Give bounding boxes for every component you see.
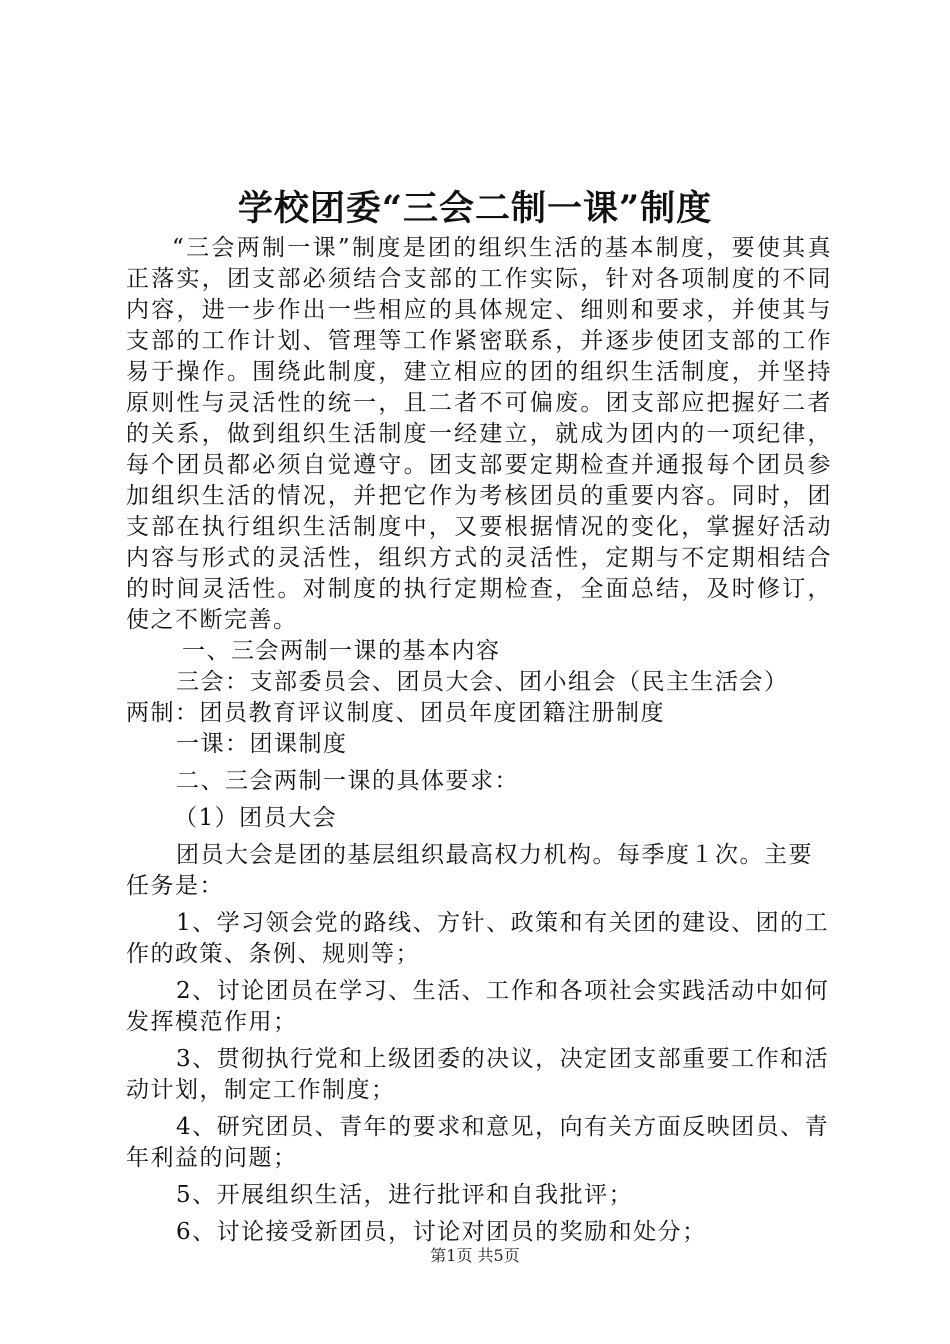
list-item: 3、贯彻执行党和上级团委的决议，决定团支部重要工作和活动计划，制定工作制度；	[126, 1046, 830, 1103]
list-item: 4、研究团员、青年的要求和意见，向有关方面反映团员、青年利益的问题；	[126, 1114, 830, 1171]
list-item: 2、讨论团员在学习、生活、工作和各项社会实践活动中如何发挥模范作用；	[126, 978, 830, 1035]
subsection-heading: （1）团员大会	[174, 805, 338, 831]
general-assembly-paragraph: 团员大会是团的基层组织最高权力机构。每季度１次。主要任务是：	[126, 842, 813, 899]
page-indicator: 第1页 共5页	[430, 1246, 520, 1265]
list-item: 5、开展组织生活，进行批评和自我批评；	[176, 1182, 634, 1208]
list-item: 1、学习领会党的路线、方针、政策和有关团的建设、团的工作的政策、条例、规则等；	[126, 910, 830, 967]
list-item: 6、讨论接受新团员，讨论对团员的奖励和处分；	[176, 1219, 707, 1245]
three-meetings-line: 三会：支部委员会、团员大会、团小组会（民主生活会）	[176, 669, 789, 695]
intro-paragraph: “三会两制一课”制度是团的组织生活的基本制度，要使其真正落实，团支部必须结合支部的工作实际，针对各项制度的不同内容，进一步作出一些相应的具体规定、细则和要求，并使其与支部的工作计划、管理等工作紧密联系，并逐步使团支部的工作易于操作。围绕此制度，建立相应的团的组织生活制度，并坚持原则性与灵活性的统一，且二者不可偏废。团支部应把握好二者的关系，做到组织生活制度一经建立，就成为团内的一项纪律，每个团员都必须自觉遵守。团支部要定期检查并通报每个团员参加组织生活的情况，并把它作为考核团员的重要内容。同时，团支部在执行组织生活制度中，又要根据情况的变化，掌握好活动内容与形式的灵活性，组织方式的灵活性，定期与不定期相结合的时间灵活性。对制度的执行定期检查，全面总结，及时修订，使之不断完善。	[126, 235, 832, 633]
two-systems-line: 两制：团员教育评议制度、团员年度团籍注册制度	[126, 700, 665, 726]
document-body	[126, 233, 832, 1248]
one-lesson-line: 一课：团课制度	[176, 731, 348, 757]
document-title: 学校团委“三会二制一课”制度	[237, 188, 713, 229]
section-heading-1: 一、三会两制一课的基本内容	[182, 638, 501, 664]
section-heading-2: 二、三会两制一课的具体要求：	[176, 768, 519, 794]
